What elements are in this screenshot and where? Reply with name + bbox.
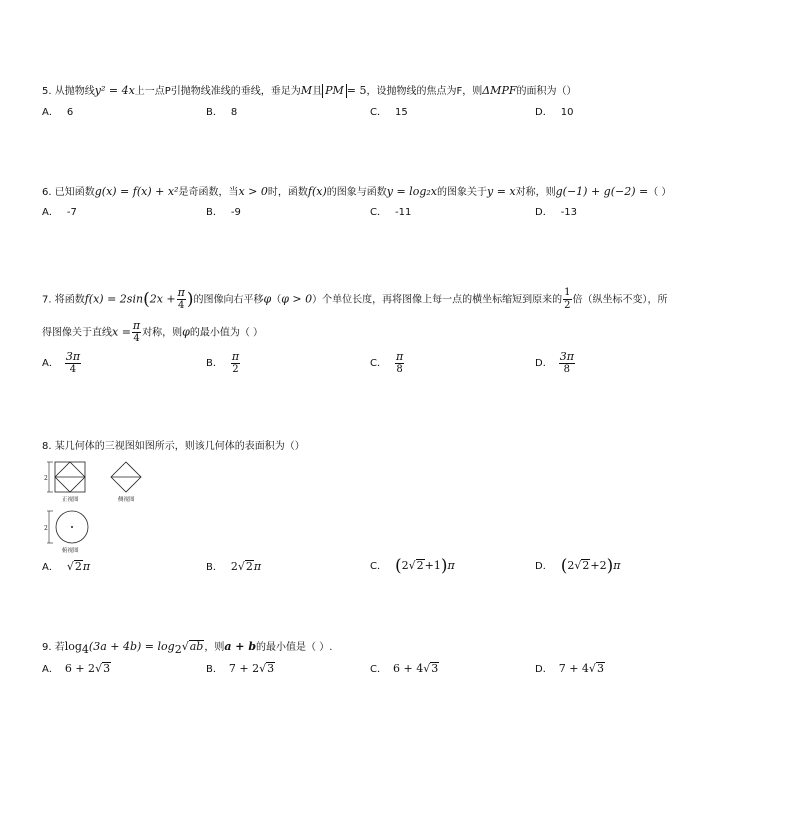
q9-option-b[interactable]: B． 7 + 2√3 [206, 662, 275, 675]
q7-option-c[interactable]: C． $\frac{\pi}{8}$ [370, 349, 404, 375]
top-view-label: 俯视图 [62, 548, 79, 554]
question-6-stem: 6. 已知函数g(x) = f(x) + x²是奇函数，当x > 0时，函数f(x)的图象与函数y = log₂x的图象关于y = x对称，则g(−1) + g(−2) =（ ） [42, 185, 672, 198]
q8-option-b[interactable]: B． 2√2π [206, 560, 262, 573]
q6-option-b[interactable]: B． -9 [206, 207, 241, 218]
q7-option-a[interactable]: A． $\frac{3\pi}{4}$ [42, 349, 81, 375]
q6-option-c[interactable]: C． -11 [370, 207, 412, 218]
three-view-figure [42, 460, 152, 555]
question-8-stem: 8. 某几何体的三视图如图所示，则该几何体的表面积为（） [42, 441, 305, 452]
q9-option-c[interactable]: C． 6 + 4√3 [370, 662, 439, 675]
question-7-stem-line2: 得图像关于直线x = $\frac{\pi}{4}$ 对称，则φ的最小值为（ ） [42, 319, 264, 344]
q5-option-a[interactable]: A． 6 [42, 107, 74, 118]
q5-option-d[interactable]: D． 10 [535, 107, 574, 118]
q5-option-b[interactable]: B． 8 [206, 107, 238, 118]
q6-option-d[interactable]: D． -13 [535, 207, 578, 218]
q9-option-a[interactable]: A． 6 + 2√3 [42, 662, 111, 675]
front-view [55, 462, 85, 492]
q5-option-c[interactable]: C． 15 [370, 107, 408, 118]
question-7-stem-line1: 7. 将函数f(x) = 2sin(2x + $\frac{\pi}{4}$ )的图像向右平移φ（φ > 0）个单位长度，再将图像上每一点的横坐标缩短到原来的 $\frac{1}{2}$ 倍（纵坐标不变），所 [42, 286, 668, 311]
q7-option-d[interactable]: D． $\frac{3\pi}{8}$ [535, 349, 574, 375]
q6-option-a[interactable]: A． -7 [42, 207, 77, 218]
question-5-stem: 5. 从抛物线y² = 4x上一点P引抛物线准线的垂线，垂足为M且 PM = 5，设抛物线的焦点为F，则ΔMPF的面积为（） [42, 84, 577, 97]
parabola-equation: y² = 4x [94, 84, 135, 97]
front-view-label: 正视图 [62, 497, 79, 503]
q9-option-d[interactable]: D． 7 + 4√3 [535, 662, 604, 675]
side-view-label: 侧视图 [118, 497, 135, 503]
top-dim-label: 2 [44, 525, 48, 532]
q8-option-a[interactable]: A． √2π [42, 560, 91, 573]
front-dim-label: 2 [44, 475, 48, 482]
side-view [111, 462, 141, 492]
q8-option-c[interactable]: C． (2√2+1)π [370, 556, 455, 576]
question-9-stem: 9. 若$\log_4(3a + 4b) = \log_2√ab$，则a + b的最小值是（ ）. [42, 640, 333, 656]
q7-option-b[interactable]: B． $\frac{\pi}{2}$ [206, 349, 240, 375]
q8-option-d[interactable]: D． (2√2+2)π [535, 556, 621, 576]
